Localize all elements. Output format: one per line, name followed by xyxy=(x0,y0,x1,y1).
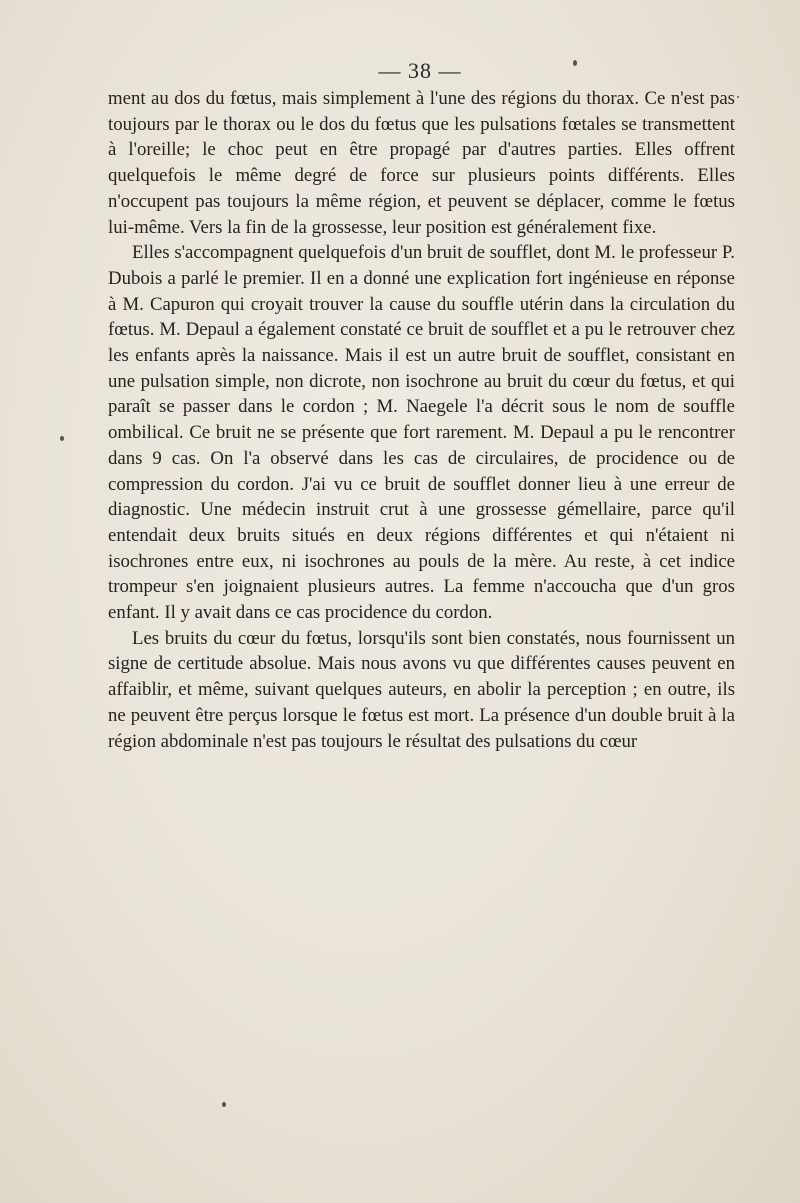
body-text xyxy=(108,86,735,754)
paragraph-continuation: ment au dos du fœtus, mais simplement à l'une des régions du thorax. Ce n'est pas toujours par le thorax ou le dos du fœtus que les pulsations fœtales se transmettent à l'oreille; le choc peut en être propagé par d'autres parties. Elles offrent quelquefois le même degré de force sur plusieurs points différents. Elles n'occupent pas toujours la même région, et peuvent se déplacer, comme le fœtus lui-même. Vers la fin de la grossesse, leur position est généralement fixe. xyxy=(108,88,735,238)
paragraph-bruit-de-soufflet: Elles s'accompagnent quelquefois d'un bruit de soufflet, dont M. le professeur P. Dubois a parlé le premier. Il en a donné une explication fort ingénieuse en réponse à M. Capuron qui croyait trouver la cause du souffle utérin dans la circulation du fœtus. M. Depaul a également constaté ce bruit de soufflet et a pu le retrouver chez les enfants après la naissance. Mais il est un autre bruit de soufflet, consistant en une pulsation simple, non dicrote, non isochrone au bruit du cœur du fœtus, et qui paraît se passer dans le cordon ; M. Naegele l'a décrit sous le nom de souffle ombilical. Ce bruit ne se présente que fort rarement. M. Depaul a pu le rencontrer dans 9 cas. On l'a observé dans les cas de circulaires, de procidence ou de compression du cordon. J'ai vu ce bruit de soufflet donner lieu à une erreur de diagnostic. Une médecin instruit crut à une grossesse gémellaire, parce qu'il entendait deux bruits situés en deux régions différentes et qui n'étaient ni isochrones entre eux, ni isochrones au pouls de la mère. Au reste, à cet indice trompeur s'en joignaient plusieurs autres. La femme n'accoucha que d'un gros enfant. Il y avait dans ce cas procidence du cordon. xyxy=(108,242,735,624)
ink-speck xyxy=(573,60,577,66)
ink-speck xyxy=(737,96,739,98)
page-number: — 38 — xyxy=(378,58,462,83)
paragraph-bruits-du-coeur: Les bruits du cœur du fœtus, lorsqu'ils sont bien constatés, nous fournissent un signe de certitude absolue. Mais nous avons vu que différentes causes peuvent en affaiblir, et même, suivant quelques auteurs, en abolir la perception ; en outre, ils ne peuvent être perçus lorsque le fœtus est mort. La présence d'un double bruit à la région abdominale n'est pas toujours le résultat des pulsations du cœur xyxy=(108,627,735,752)
ink-speck xyxy=(222,1102,226,1107)
ink-speck xyxy=(60,436,64,441)
